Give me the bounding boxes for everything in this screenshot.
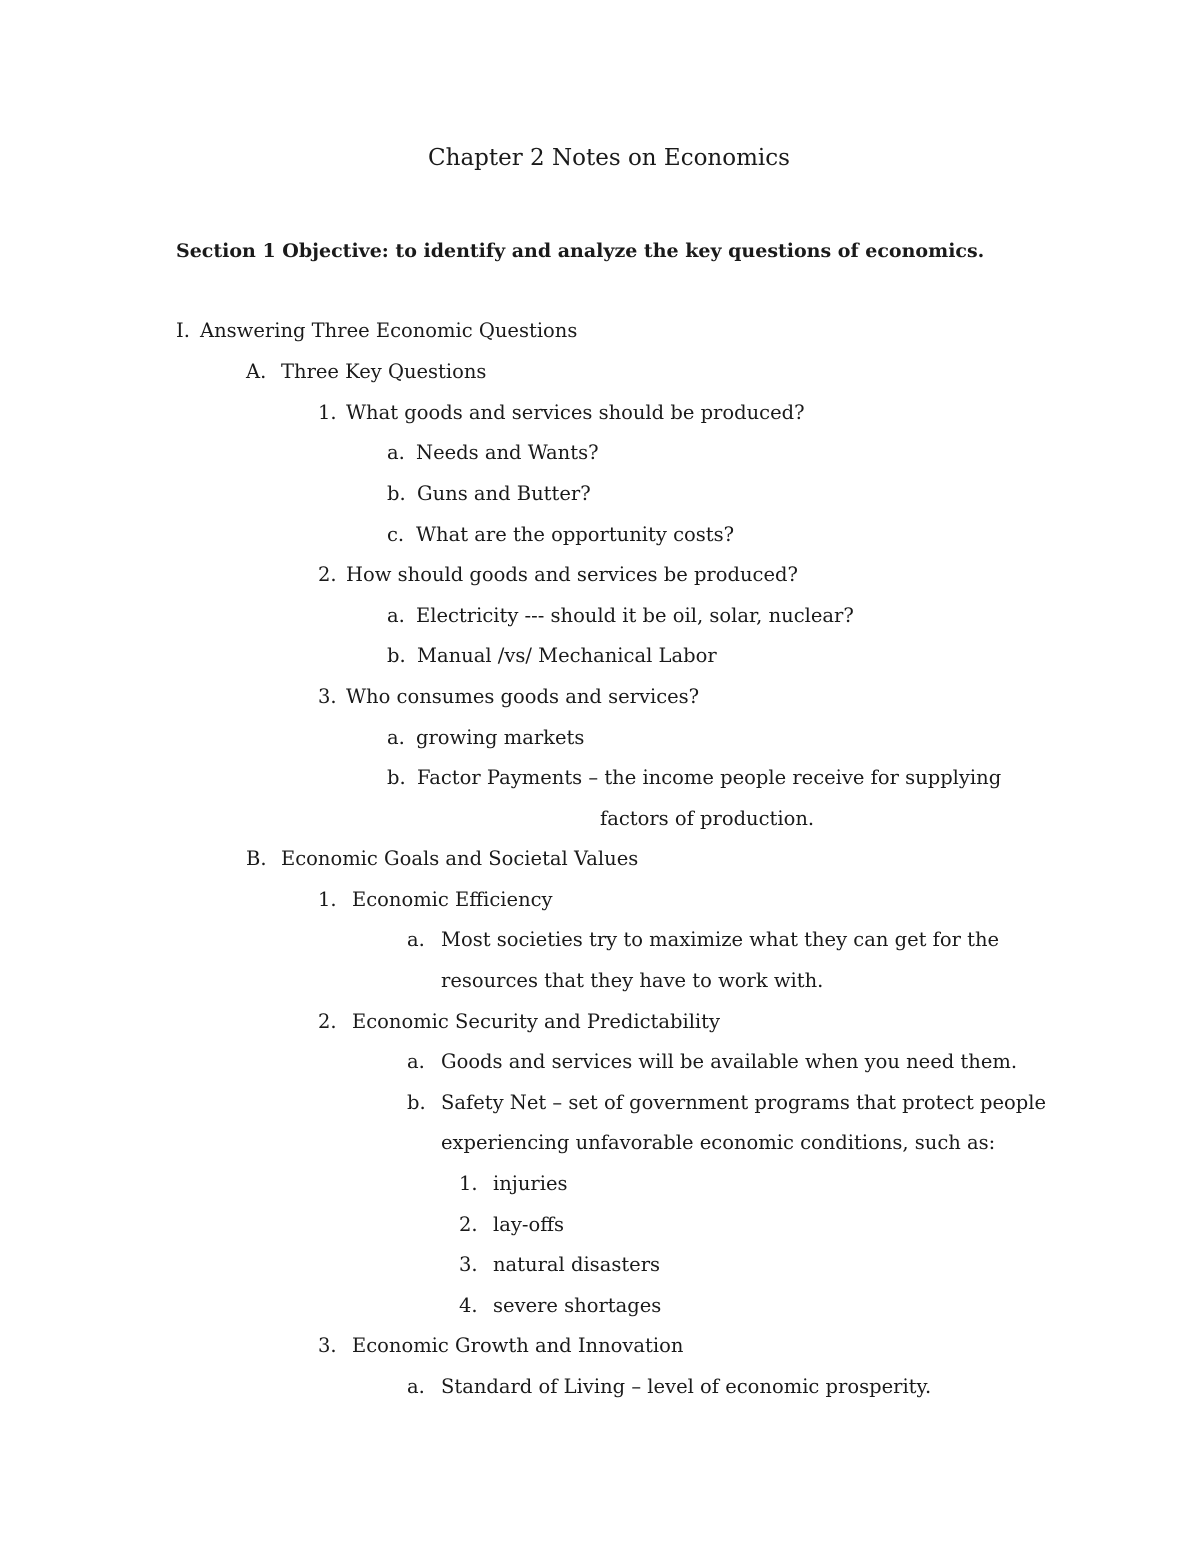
outline-marker: 3. [459, 1253, 478, 1276]
outline-marker: 1. [318, 401, 337, 424]
outline-text: How should goods and services be produced? [346, 563, 798, 586]
outline-text: lay-offs [493, 1213, 565, 1236]
outline-marker: 2. [318, 563, 337, 586]
outline-text: Most societies try to maximize what they can get for the [441, 928, 1000, 951]
outline-text: Three Key Questions [281, 360, 487, 383]
section-objective: Section 1 Objective: to identify and analyze the key questions of economics. [176, 240, 985, 262]
outline-marker: a. [387, 441, 405, 464]
outline-marker: A. [246, 360, 267, 383]
outline-text: Economic Efficiency [352, 888, 553, 911]
outline-text: resources that they have to work with. [441, 969, 824, 992]
outline-text: Needs and Wants? [416, 441, 599, 464]
outline-marker: a. [407, 928, 425, 951]
outline-text: Economic Growth and Innovation [352, 1334, 684, 1357]
outline-text: Factor Payments – the income people receive for supplying [417, 766, 1002, 789]
outline-marker: 4. [459, 1294, 478, 1317]
outline-text: Who consumes goods and services? [346, 685, 700, 708]
outline-text: injuries [493, 1172, 568, 1195]
outline-marker: 3. [318, 1334, 337, 1357]
outline-marker: b. [387, 644, 406, 667]
outline-marker: 1. [459, 1172, 478, 1195]
outline-marker: 1. [318, 888, 337, 911]
outline-text: What are the opportunity costs? [416, 523, 735, 546]
outline-text: Goods and services will be available when you need them. [441, 1050, 1018, 1073]
outline-text: Answering Three Economic Questions [200, 319, 578, 342]
outline-marker: a. [407, 1375, 425, 1398]
outline-marker: I. [176, 319, 190, 342]
outline-marker: a. [407, 1050, 425, 1073]
outline-text: factors of production. [600, 807, 815, 830]
outline-marker: B. [246, 847, 267, 870]
outline-text: Manual /vs/ Mechanical Labor [417, 644, 717, 667]
outline-text: What goods and services should be produced? [346, 401, 805, 424]
outline-text: Safety Net – set of government programs that protect people [441, 1091, 1047, 1114]
outline-text: Economic Security and Predictability [352, 1010, 721, 1033]
outline-marker: a. [387, 726, 405, 749]
outline-marker: b. [387, 766, 406, 789]
outline-marker: c. [387, 523, 405, 546]
outline-marker: 2. [459, 1213, 478, 1236]
outline-marker: 2. [318, 1010, 337, 1033]
outline-text: growing markets [416, 726, 585, 749]
outline-marker: a. [387, 604, 405, 627]
outline-text: natural disasters [493, 1253, 661, 1276]
outline-text: experiencing unfavorable economic conditions, such as: [441, 1131, 996, 1154]
outline-marker: 3. [318, 685, 337, 708]
outline-text: Electricity --- should it be oil, solar, nuclear? [416, 604, 854, 627]
outline-marker: b. [407, 1091, 426, 1114]
page-title: Chapter 2 Notes on Economics [428, 145, 790, 171]
outline-text: severe shortages [493, 1294, 662, 1317]
outline-marker: b. [387, 482, 406, 505]
outline-text: Standard of Living – level of economic prosperity. [441, 1375, 932, 1398]
outline-text: Guns and Butter? [417, 482, 591, 505]
outline-text: Economic Goals and Societal Values [281, 847, 639, 870]
